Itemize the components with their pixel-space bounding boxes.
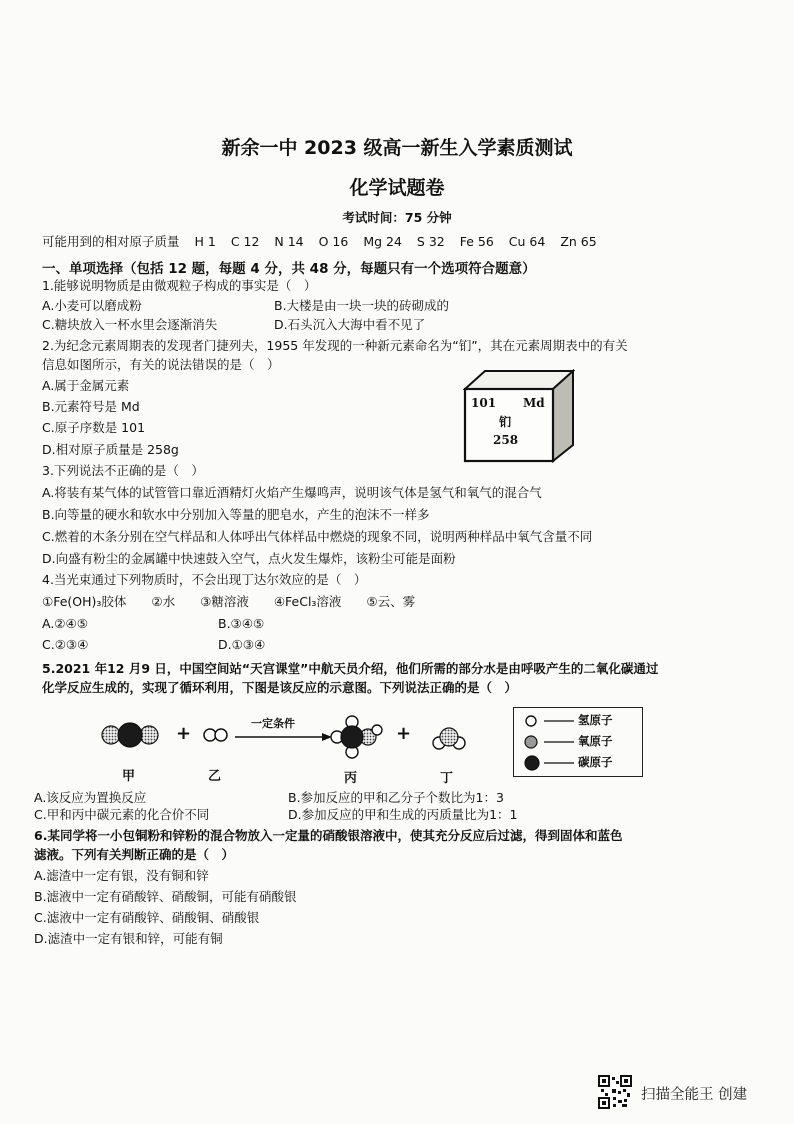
q1-option-b: B.大楼是由一块一块的砖砌成的 bbox=[274, 298, 450, 313]
q1-option-d: D.石头沉入大海中看不见了 bbox=[274, 317, 426, 332]
mass-h: H 1 bbox=[194, 234, 216, 249]
plus-sign-2: + bbox=[396, 723, 412, 744]
element-card bbox=[463, 367, 575, 463]
q4-option-a: A.②④⑤ bbox=[42, 616, 88, 631]
atomic-masses bbox=[42, 234, 608, 250]
q5-option-c: C.甲和丙中碳元素的化合价不同 bbox=[34, 807, 210, 822]
q3-option-b: B.向等量的硬水和软水中分别加入等量的肥皂水，产生的泡沫不一样多 bbox=[42, 507, 430, 522]
q1-option-a: A.小麦可以磨成粉 bbox=[42, 298, 142, 313]
oxygen-atom-icon bbox=[522, 735, 578, 749]
q3-option-c: C.燃着的木条分别在空气样品和人体呼出气体样品中燃烧的现象不同，说明两种样品中氧气含量不同 bbox=[42, 529, 593, 544]
hydrogen-atom-icon bbox=[522, 714, 578, 728]
q6-option-b: B.滤液中一定有硝酸锌、硝酸铜，可能有硝酸银 bbox=[34, 889, 297, 904]
q2-option-a: A.属于金属元素 bbox=[42, 378, 130, 393]
molecule-yi bbox=[204, 729, 227, 741]
section-heading: 一、单项选择（包括 12 题，每题 4 分，共 48 分，每题只有一个选项符合题意） bbox=[42, 261, 536, 277]
label-jia: 甲 bbox=[122, 769, 136, 784]
q5-option-b: B.参加反应的甲和乙分子个数比为1：3 bbox=[288, 790, 504, 805]
q6-option-c: C.滤液中一定有硝酸锌、硝酸铜、硝酸银 bbox=[34, 910, 260, 925]
q2-option-c: C.原子序数是 101 bbox=[42, 420, 146, 435]
exam-subtitle: 化学试题卷 bbox=[349, 177, 445, 199]
q2-option-d: D.相对原子质量是 258g bbox=[42, 442, 179, 457]
element-card-cube bbox=[463, 367, 575, 463]
element-number: 101 bbox=[471, 396, 497, 410]
exam-title: 新余一中 2023 级高一新生入学素质测试 bbox=[221, 137, 573, 159]
q6-option-a: A.滤渣中一定有银，没有铜和锌 bbox=[34, 868, 209, 883]
mass-c: C 12 bbox=[230, 234, 260, 249]
reaction-arrow bbox=[235, 733, 332, 741]
atom-legend bbox=[513, 707, 643, 777]
mass-cu: Cu 64 bbox=[508, 234, 546, 249]
q5-stem-line1: 5.2021 年12 月9 日，中国空间站“天宫课堂”中航天员介绍，他们所需的部分水是由呼吸产生的二氧化碳通过 bbox=[42, 661, 659, 676]
atomic-masses-label: 可能用到的相对原子质量 bbox=[42, 234, 180, 249]
label-bing: 丙 bbox=[344, 771, 358, 786]
q6-stem-line1: 6.某同学将一小包铜粉和锌粉的混合物放入一定量的硝酸银溶液中，使其充分反应后过滤，得到固体和蓝色 bbox=[34, 828, 623, 843]
q4-option-d: D.①③④ bbox=[218, 637, 266, 652]
element-mass: 258 bbox=[493, 433, 519, 447]
element-symbol: Md bbox=[523, 396, 545, 410]
q4-option-c: C.②③④ bbox=[42, 637, 89, 652]
q2-stem-line2: 信息如图所示，有关的说法错误的是（ ） bbox=[42, 357, 280, 372]
q5-option-a: A.该反应为置换反应 bbox=[34, 790, 147, 805]
q3-stem: 3.下列说法不正确的是（ ） bbox=[42, 463, 204, 478]
q3-option-a: A.将装有某气体的试管管口靠近酒精灯火焰产生爆鸣声，说明该气体是氢气和氧气的混合气 bbox=[42, 485, 542, 500]
reaction-condition: 一定条件 bbox=[251, 717, 295, 730]
q6-stem-line2: 滤液。下列有关判断正确的是（ ） bbox=[34, 847, 235, 862]
mass-zn: Zn 65 bbox=[560, 234, 597, 249]
scanner-watermark: 扫描全能王 创建 bbox=[641, 1087, 748, 1103]
plus-sign-1: + bbox=[176, 723, 192, 744]
mass-fe: Fe 56 bbox=[459, 234, 494, 249]
q6-option-d: D.滤渣中一定有银和锌，可能有铜 bbox=[34, 931, 223, 946]
q2-option-b: B.元素符号是 Md bbox=[42, 399, 140, 414]
exam-time: 考试时间：75 分钟 bbox=[342, 210, 452, 225]
carbon-atom-icon bbox=[522, 755, 578, 771]
q4-items: ①Fe(OH)₃胶体 ②水 ③糖溶液 ④FeCl₃溶液 ⑤云、雾 bbox=[42, 594, 416, 609]
q1-stem: 1.能够说明物质是由微观粒子构成的事实是（ ） bbox=[42, 278, 317, 293]
q5-option-d: D.参加反应的甲和生成的丙质量比为1：1 bbox=[288, 807, 518, 822]
reaction-diagram bbox=[90, 705, 510, 785]
mass-o: O 16 bbox=[318, 234, 349, 249]
label-ding: 丁 bbox=[440, 771, 454, 786]
legend-oxygen: 氧原子 bbox=[522, 733, 613, 749]
q4-stem: 4.当光束通过下列物质时，不会出现丁达尔效应的是（ ） bbox=[42, 572, 367, 587]
q1-option-c: C.糖块放入一杯水里会逐渐消失 bbox=[42, 317, 218, 332]
mass-mg: Mg 24 bbox=[363, 234, 402, 249]
q2-stem-line1: 2.为纪念元素周期表的发现者门捷列夫，1955 年发现的一种新元素命名为“钔”，其在元素周期表中的有关 bbox=[42, 338, 628, 353]
qr-code-icon bbox=[598, 1075, 632, 1109]
q4-option-b: B.③④⑤ bbox=[218, 616, 265, 631]
label-yi: 乙 bbox=[208, 769, 222, 784]
legend-carbon: 碳原子 bbox=[522, 754, 613, 770]
molecule-jia bbox=[102, 723, 158, 747]
q3-option-d: D.向盛有粉尘的金属罐中快速鼓入空气，点火发生爆炸，该粉尘可能是面粉 bbox=[42, 551, 456, 566]
legend-hydrogen: 氢原子 bbox=[522, 712, 613, 728]
q5-stem-line2: 化学反应生成的，实现了循环利用，下图是该反应的示意图。下列说法正确的是（ ） bbox=[42, 680, 518, 695]
mass-n: N 14 bbox=[274, 234, 304, 249]
mass-s: S 32 bbox=[416, 234, 445, 249]
element-name: 钔 bbox=[499, 415, 512, 429]
molecule-ding bbox=[433, 728, 465, 749]
molecule-bing bbox=[331, 716, 382, 758]
